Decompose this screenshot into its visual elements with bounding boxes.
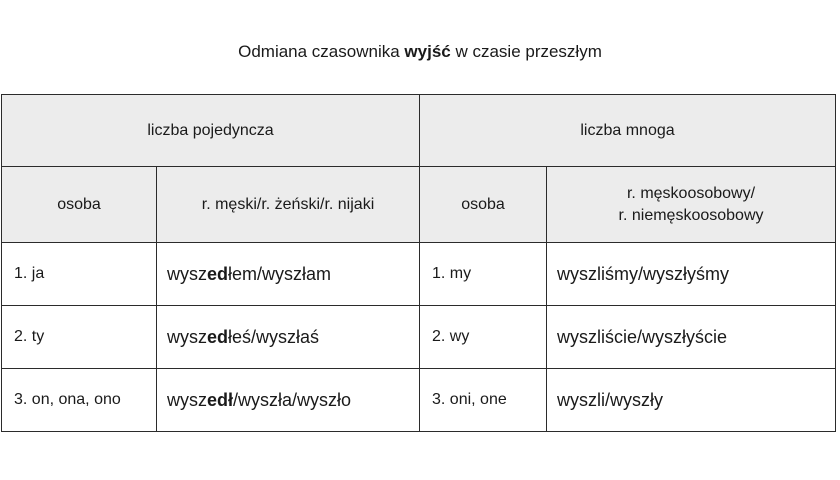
- column-header-gender-singular: r. męski/r. żeński/r. nijaki: [157, 167, 420, 243]
- form-ending: łem/wyszłam: [228, 263, 332, 284]
- conjugation-table: [1, 94, 836, 432]
- form-ending: łeś/wyszłaś: [228, 326, 320, 347]
- column-header-gender-plural-line2: r. niemęskoosobowy: [618, 206, 764, 224]
- form-stem: wysz: [167, 389, 207, 410]
- person-singular-cell: 1. ja: [2, 243, 157, 306]
- title-prefix: Odmiana czasownika: [238, 42, 405, 61]
- group-header-singular: liczba pojedyncza: [2, 95, 420, 167]
- person-plural-cell: 3. oni, one: [420, 369, 547, 432]
- person-plural-cell: 2. wy: [420, 306, 547, 369]
- form-stem: wysz: [167, 326, 207, 347]
- person-singular-cell: 2. ty: [2, 306, 157, 369]
- form-plural-cell: wyszli/wyszły: [547, 369, 836, 432]
- form-ending: /wyszła/wyszło: [233, 389, 352, 410]
- group-header-plural: liczba mnoga: [420, 95, 836, 167]
- form-highlight: edł: [207, 389, 234, 410]
- table-row: [2, 306, 836, 369]
- form-singular-cell: [157, 306, 420, 369]
- form-highlight: ed: [207, 263, 229, 284]
- form-singular-cell: [157, 243, 420, 306]
- form-plural-cell: wyszliście/wyszłyście: [547, 306, 836, 369]
- column-header-person-singular: osoba: [2, 167, 157, 243]
- table-row: [2, 243, 836, 306]
- form-plural-cell: wyszliśmy/wyszłyśmy: [547, 243, 836, 306]
- column-header-gender-plural-line1: r. męskoosobowy/: [626, 184, 756, 202]
- person-plural-cell: 1. my: [420, 243, 547, 306]
- person-singular-cell: 3. on, ona, ono: [2, 369, 157, 432]
- column-header-gender-plural: [547, 167, 836, 243]
- table-title: [0, 40, 840, 64]
- form-stem: wysz: [167, 263, 207, 284]
- form-highlight: ed: [207, 326, 229, 347]
- form-singular-cell: [157, 369, 420, 432]
- title-suffix: w czasie przeszłym: [450, 42, 602, 61]
- column-header-row: [2, 167, 836, 243]
- table-row: [2, 369, 836, 432]
- column-header-person-plural: osoba: [420, 167, 547, 243]
- group-header-row: [2, 95, 836, 167]
- title-verb: wyjść: [404, 42, 451, 61]
